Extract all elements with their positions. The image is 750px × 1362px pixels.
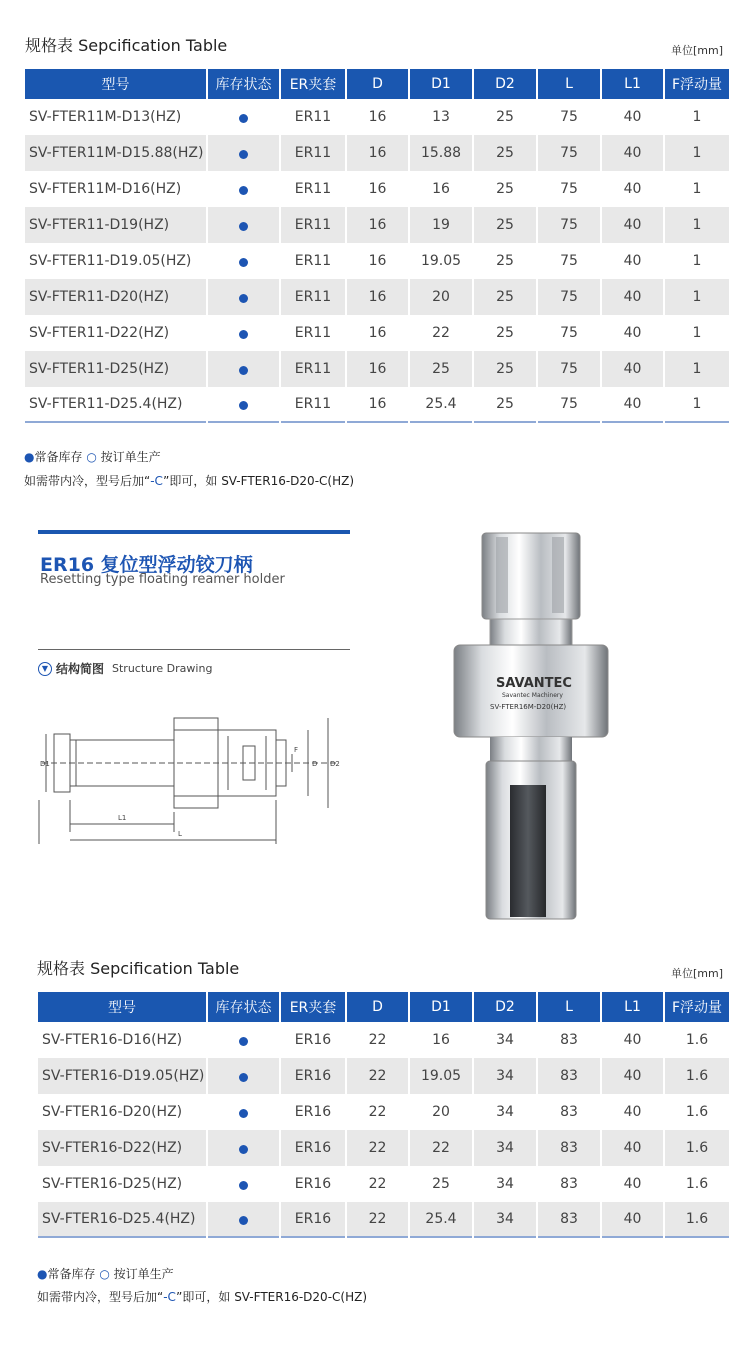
stock-status-cell — [208, 1058, 279, 1094]
value-cell: 1 — [665, 279, 729, 315]
order-circle-icon: ○ — [99, 1267, 110, 1281]
note-code: -C — [163, 1290, 177, 1304]
stock-status-cell — [208, 1130, 279, 1166]
value-cell: 83 — [538, 1130, 600, 1166]
model-cell: SV-FTER11M-D13(HZ) — [29, 109, 182, 125]
product-accent-bar — [38, 530, 350, 534]
stock-status-cell — [208, 99, 279, 135]
column-header: D1 — [410, 992, 472, 1022]
value-cell: 34 — [474, 1130, 536, 1166]
value-cell: 75 — [560, 181, 578, 197]
value-cell: 83 — [560, 1032, 578, 1048]
stock-dot-icon: ● — [24, 450, 35, 464]
table1-header-row — [25, 69, 729, 99]
value-cell: 40 — [602, 387, 663, 423]
table-row — [38, 1022, 729, 1058]
stock-status-cell — [208, 351, 279, 387]
column-header: 库存状态 — [208, 69, 279, 99]
value-cell: 22 — [347, 1202, 408, 1238]
legend-stock-label: 常备库存 — [47, 1267, 96, 1281]
note-suffix: ”即可，如 SV-FTER16-D20-C(HZ) — [176, 1290, 368, 1304]
value-cell: 13 — [432, 109, 450, 125]
brand-subtitle: Savantec Machinery — [502, 692, 563, 699]
value-cell: 16 — [347, 135, 408, 171]
column-header: L1 — [602, 69, 663, 99]
table1-legend — [24, 448, 161, 465]
table-row — [25, 171, 729, 207]
model-cell: SV-FTER11M-D16(HZ) — [29, 181, 182, 197]
value-cell: 1 — [665, 387, 729, 423]
stock-dot-icon: ● — [37, 1267, 48, 1281]
table2-body — [38, 1022, 729, 1238]
model-cell: SV-FTER16-D25(HZ) — [42, 1176, 183, 1192]
column-header: ER夹套 — [281, 69, 345, 99]
table-row — [38, 1202, 729, 1238]
stock-dot-icon — [239, 150, 248, 159]
table1-body — [25, 99, 729, 423]
value-cell: 1 — [665, 135, 729, 171]
value-cell: 75 — [538, 207, 600, 243]
dim-label-d: D — [312, 760, 318, 768]
value-cell: 16 — [368, 181, 387, 197]
stock-dot-icon — [239, 1145, 248, 1154]
value-cell: 22 — [347, 1130, 408, 1166]
value-cell: 19.05 — [420, 253, 462, 269]
dim-label-d1: D1 — [40, 760, 50, 768]
value-cell: 34 — [496, 1176, 514, 1192]
value-cell: ER16 — [281, 1202, 345, 1238]
value-cell: 16 — [368, 109, 387, 125]
value-cell: 34 — [496, 1104, 514, 1120]
table1-unit: 单位[mm] — [671, 44, 724, 57]
table2-title: 规格表 Sepcification Table — [37, 959, 240, 978]
stock-dot-icon — [239, 1216, 248, 1225]
column-header: F浮动量 — [665, 69, 729, 99]
value-cell: 16 — [432, 181, 450, 197]
stock-status-cell — [208, 279, 279, 315]
stock-status-cell — [208, 1094, 279, 1130]
value-cell: 1 — [692, 109, 702, 125]
value-cell: ER11 — [294, 253, 332, 269]
value-cell: 25 — [410, 351, 472, 387]
table-row — [25, 387, 729, 423]
product-title: ER16 复位型浮动铰刀柄 — [40, 554, 253, 576]
value-cell: 22 — [368, 1104, 387, 1120]
stock-dot-icon — [239, 401, 248, 410]
column-header: L — [538, 69, 600, 99]
column-header: D — [347, 992, 408, 1022]
value-cell: 22 — [410, 1130, 472, 1166]
model-cell: SV-FTER11-D19(HZ) — [25, 207, 206, 243]
value-cell: ER16 — [281, 1058, 345, 1094]
value-cell: 75 — [560, 109, 578, 125]
table-row — [25, 243, 729, 279]
value-cell: 75 — [538, 387, 600, 423]
table2-legend — [37, 1265, 174, 1282]
product-photo — [440, 525, 610, 925]
value-cell: 83 — [538, 1058, 600, 1094]
model-cell: SV-FTER11-D22(HZ) — [29, 325, 170, 341]
table-row — [25, 279, 729, 315]
value-cell: 1.6 — [685, 1032, 709, 1048]
model-cell: SV-FTER16-D16(HZ) — [42, 1032, 183, 1048]
value-cell: 40 — [602, 351, 663, 387]
stock-status-cell — [208, 135, 279, 171]
value-cell: 40 — [623, 1104, 642, 1120]
column-header: 库存状态 — [208, 992, 279, 1022]
brand-logo: SAVANTEC — [496, 676, 572, 691]
value-cell: 25 — [496, 325, 514, 341]
value-cell: 1.6 — [665, 1202, 729, 1238]
value-cell: 22 — [432, 325, 450, 341]
value-cell: 25 — [432, 1176, 450, 1192]
column-header: D2 — [474, 69, 536, 99]
column-header: F浮动量 — [665, 992, 729, 1022]
value-cell: ER11 — [294, 181, 332, 197]
table-row — [38, 1058, 729, 1094]
value-cell: 16 — [368, 325, 387, 341]
value-cell: ER11 — [281, 207, 345, 243]
engraved-model: SV-FTER16M-D20(HZ) — [490, 703, 567, 711]
note-prefix: 如需带内冷，型号后加“ — [37, 1290, 164, 1304]
stock-dot-icon — [239, 330, 248, 339]
value-cell: 1 — [692, 181, 702, 197]
stock-status-cell — [208, 207, 279, 243]
table2-note — [37, 1288, 367, 1305]
value-cell: 16 — [432, 1032, 450, 1048]
stock-dot-icon — [239, 366, 248, 375]
value-cell: 25 — [474, 387, 536, 423]
stock-status-cell — [208, 171, 279, 207]
value-cell: 34 — [474, 1058, 536, 1094]
stock-status-cell — [208, 387, 279, 423]
value-cell: 22 — [368, 1176, 387, 1192]
value-cell: 40 — [623, 253, 642, 269]
dim-label-l1: L1 — [118, 814, 127, 822]
stock-dot-icon — [239, 1037, 248, 1046]
spec-table-er11 — [23, 69, 731, 423]
value-cell: ER11 — [294, 325, 332, 341]
table-row — [38, 1166, 729, 1202]
stock-status-cell — [208, 1202, 279, 1238]
value-cell: 1 — [665, 207, 729, 243]
column-header: D — [347, 69, 408, 99]
structure-drawing — [38, 700, 348, 850]
structure-cn: 结构简图 — [56, 662, 105, 676]
dim-label-d2: D2 — [330, 760, 340, 768]
value-cell: 25 — [474, 279, 536, 315]
value-cell: 40 — [602, 1202, 663, 1238]
value-cell: 1.6 — [665, 1130, 729, 1166]
value-cell: 16 — [347, 387, 408, 423]
product-subtitle: Resetting type floating reamer holder — [40, 572, 285, 587]
value-cell: 40 — [602, 279, 663, 315]
table-row — [25, 99, 729, 135]
model-cell: SV-FTER16-D22(HZ) — [38, 1130, 206, 1166]
value-cell: 1 — [692, 253, 702, 269]
value-cell: 75 — [560, 325, 578, 341]
column-header: ER夹套 — [281, 992, 345, 1022]
chevron-down-icon: ▼ — [38, 662, 52, 676]
column-header: L — [538, 992, 600, 1022]
value-cell: ER16 — [294, 1032, 332, 1048]
value-cell: 40 — [602, 207, 663, 243]
value-cell: 16 — [347, 207, 408, 243]
value-cell: 34 — [474, 1202, 536, 1238]
value-cell: 83 — [538, 1202, 600, 1238]
value-cell: 40 — [623, 325, 642, 341]
value-cell: 40 — [602, 1130, 663, 1166]
value-cell: 25 — [474, 351, 536, 387]
table-row — [38, 1130, 729, 1166]
value-cell: 25.4 — [410, 1202, 472, 1238]
value-cell: 83 — [560, 1176, 578, 1192]
model-cell: SV-FTER11M-D15.88(HZ) — [25, 135, 206, 171]
model-cell: SV-FTER16-D19.05(HZ) — [38, 1058, 206, 1094]
legend-order-label: 按订单生产 — [113, 1267, 174, 1281]
value-cell: 19 — [410, 207, 472, 243]
value-cell: 40 — [602, 1058, 663, 1094]
value-cell: 22 — [347, 1058, 408, 1094]
value-cell: 16 — [368, 253, 387, 269]
note-suffix: ”即可，如 SV-FTER16-D20-C(HZ) — [163, 474, 355, 488]
value-cell: 1.6 — [685, 1104, 709, 1120]
table1-note — [24, 472, 354, 489]
value-cell: ER11 — [281, 387, 345, 423]
note-prefix: 如需带内冷，型号后加“ — [24, 474, 151, 488]
value-cell: ER11 — [281, 135, 345, 171]
value-cell: 75 — [538, 135, 600, 171]
structure-heading — [38, 660, 212, 677]
value-cell: 1 — [692, 325, 702, 341]
value-cell: ER16 — [294, 1104, 332, 1120]
value-cell: 25.4 — [410, 387, 472, 423]
value-cell: 15.88 — [410, 135, 472, 171]
note-code: -C — [150, 474, 164, 488]
structure-en: Structure Drawing — [112, 662, 213, 675]
dim-label-f: F — [294, 746, 299, 754]
model-cell: SV-FTER11-D20(HZ) — [25, 279, 206, 315]
stock-status-cell — [208, 315, 279, 351]
value-cell: 25 — [496, 109, 514, 125]
table2-header-row — [38, 992, 729, 1022]
table1-title: 规格表 Sepcification Table — [25, 36, 228, 55]
value-cell: ER11 — [281, 279, 345, 315]
stock-dot-icon — [239, 1073, 248, 1082]
value-cell: 22 — [368, 1032, 387, 1048]
value-cell: 40 — [623, 181, 642, 197]
value-cell: 16 — [347, 351, 408, 387]
stock-dot-icon — [239, 294, 248, 303]
value-cell: 1 — [665, 351, 729, 387]
value-cell: 25 — [496, 253, 514, 269]
model-cell: SV-FTER11-D19.05(HZ) — [29, 253, 192, 269]
stock-dot-icon — [239, 1181, 248, 1190]
table-row — [38, 1094, 729, 1130]
column-header: D2 — [474, 992, 536, 1022]
stock-status-cell — [208, 243, 279, 279]
structure-divider — [38, 649, 350, 650]
value-cell: 34 — [496, 1032, 514, 1048]
stock-dot-icon — [239, 1109, 248, 1118]
model-cell: SV-FTER16-D25.4(HZ) — [38, 1202, 206, 1238]
column-header: D1 — [410, 69, 472, 99]
stock-dot-icon — [239, 114, 248, 123]
value-cell: ER11 — [281, 351, 345, 387]
stock-dot-icon — [239, 258, 248, 267]
column-header: L1 — [602, 992, 663, 1022]
model-cell: SV-FTER16-D20(HZ) — [42, 1104, 183, 1120]
legend-stock-label: 常备库存 — [34, 450, 83, 464]
value-cell: ER16 — [281, 1130, 345, 1166]
value-cell: ER11 — [294, 109, 332, 125]
value-cell: 83 — [560, 1104, 578, 1120]
value-cell: 75 — [538, 351, 600, 387]
table-row — [25, 351, 729, 387]
stock-status-cell — [208, 1022, 279, 1058]
value-cell: ER16 — [294, 1176, 332, 1192]
table2-unit: 单位[mm] — [671, 967, 724, 980]
value-cell: 20 — [432, 1104, 450, 1120]
value-cell: 40 — [623, 1176, 642, 1192]
value-cell: 19.05 — [410, 1058, 472, 1094]
value-cell: 25 — [474, 207, 536, 243]
order-circle-icon: ○ — [86, 450, 97, 464]
value-cell: 16 — [347, 279, 408, 315]
model-cell: SV-FTER11-D25(HZ) — [25, 351, 206, 387]
value-cell: 1.6 — [665, 1058, 729, 1094]
stock-status-cell — [208, 1166, 279, 1202]
stock-dot-icon — [239, 222, 248, 231]
value-cell: 40 — [623, 109, 642, 125]
spec-table-er16 — [36, 992, 731, 1238]
value-cell: 75 — [538, 279, 600, 315]
model-cell: SV-FTER11-D25.4(HZ) — [25, 387, 206, 423]
value-cell: 25 — [474, 135, 536, 171]
legend-order-label: 按订单生产 — [100, 450, 161, 464]
dim-label-l: L — [178, 830, 182, 838]
table-row — [25, 315, 729, 351]
column-header: 型号 — [38, 992, 206, 1022]
value-cell: 75 — [560, 253, 578, 269]
value-cell: 1.6 — [685, 1176, 709, 1192]
stock-dot-icon — [239, 186, 248, 195]
value-cell: 40 — [623, 1032, 642, 1048]
value-cell: 40 — [602, 135, 663, 171]
table-row — [25, 135, 729, 171]
value-cell: 25 — [496, 181, 514, 197]
column-header: 型号 — [25, 69, 206, 99]
value-cell: 20 — [410, 279, 472, 315]
table-row — [25, 207, 729, 243]
